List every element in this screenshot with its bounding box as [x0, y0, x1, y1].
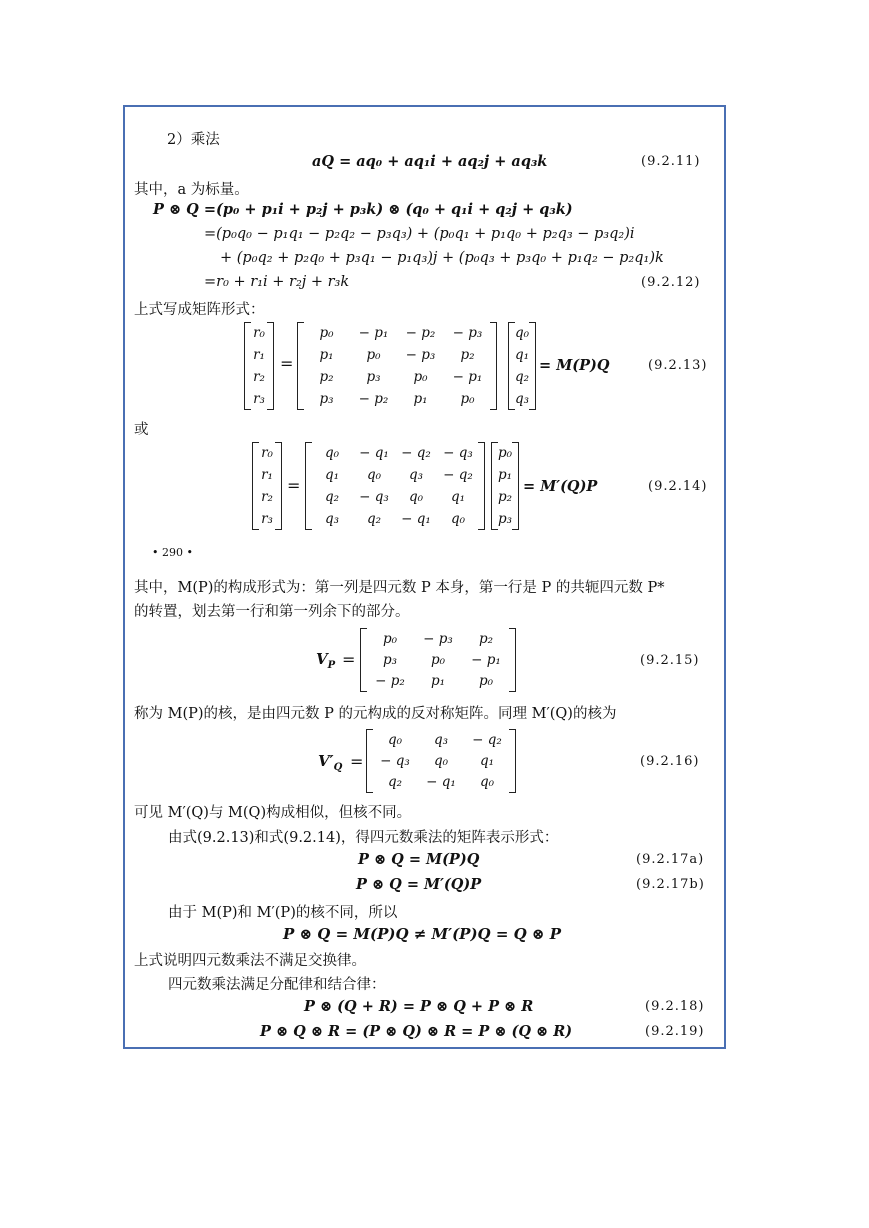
matrix-cell: p₃ — [382, 651, 398, 668]
or-label: 或 — [134, 422, 149, 438]
matrix-cell: p₃ — [366, 369, 381, 385]
matrix-cell: q₃ — [324, 511, 340, 527]
matrix-intro: 上式写成矩阵形式： — [134, 302, 265, 318]
matrix-cell: − q₃ — [359, 489, 389, 505]
matrix-cell: − q₁ — [359, 445, 389, 461]
p-vector-14 — [491, 442, 519, 530]
scalar-note: 其中，a 为标量。 — [134, 182, 249, 198]
matrix-cell: − q₃ — [380, 752, 410, 769]
matrix-cell: − q₁ — [426, 774, 456, 791]
noncommutative-text: 上式说明四元数乘法不满足交换律。 — [134, 953, 366, 969]
eq-9-2-17a: P ⊗ Q = M(P)Q — [358, 851, 480, 868]
matrix-cell: − q₂ — [443, 467, 473, 483]
vector-entry: r₂ — [261, 489, 273, 505]
similar-text: 可见 M′(Q)与 M(Q)构成相似，但核不同。 — [134, 805, 412, 821]
matrix-cell: − q₂ — [401, 445, 431, 461]
r-vector-13 — [244, 322, 274, 410]
matrix-cell: p₁ — [430, 673, 446, 690]
matrix-cell: − p₁ — [452, 369, 483, 385]
kernel-subscript: Q — [333, 762, 343, 773]
eq-9-2-17b: P ⊗ Q = M′(Q)P — [356, 876, 482, 893]
vector-entry: r₁ — [261, 467, 273, 483]
kernel-text: 称为 M(P)的核，是由四元数 P 的元构成的反对称矩阵。同理 M′(Q)的核为 — [134, 706, 617, 722]
eq-9-2-12-line3: + (p₀q₂ + p₂q₀ + p₃q₁ − p₁q₃)j + (p₀q₃ + p₃q₀ + p₁q₂ − p₂q₁)k — [220, 250, 664, 266]
matrix-cell: q₁ — [450, 489, 466, 505]
matrix-cell: q₀ — [450, 511, 466, 527]
matrix-cell: p₂ — [319, 369, 334, 385]
eq-tag-9-2-17a: (9.2.17a) — [636, 852, 705, 867]
matrix-cell: p₀ — [413, 369, 428, 385]
eq-tag-9-2-12: (9.2.12) — [641, 275, 701, 290]
matrix-cell: − p₃ — [452, 325, 483, 341]
eq-tag-9-2-16: (9.2.16) — [640, 754, 700, 769]
q-vector-13 — [508, 322, 536, 410]
matrix-cell: q₃ — [408, 467, 424, 483]
eq-9-2-12-line1: P ⊗ Q =(p₀ + p₁i + p₂j + p₃k) ⊗ (q₀ + q₁i + q₂j + q₃k) — [153, 201, 573, 218]
eq-tag-9-2-19: (9.2.19) — [645, 1024, 705, 1039]
kernel-symbol-vq — [318, 752, 342, 773]
vector-entry: r₁ — [253, 347, 265, 363]
matrix-cell: q₂ — [387, 774, 403, 791]
matrix-cell: q₂ — [324, 489, 340, 505]
vector-entry: r₂ — [253, 369, 265, 385]
kernel-diff-text: 由于 M(P)和 M′(P)的核不同，所以 — [168, 905, 398, 921]
matrix-cell: p₀ — [430, 651, 446, 668]
matrix-cell: q₀ — [324, 445, 340, 461]
vector-entry: q₃ — [514, 391, 530, 407]
vector-entry: p₂ — [497, 489, 513, 505]
kernel-letter: V′ — [318, 752, 334, 770]
matrix-cell: p₂ — [460, 347, 475, 363]
vector-entry: q₂ — [514, 369, 530, 385]
eq-9-2-12-line4: =r₀ + r₁i + r₂j + r₃k — [204, 274, 350, 290]
r-vector-14 — [252, 442, 282, 530]
eq-9-2-13-rhs: = M(P)Q — [539, 357, 610, 374]
noncommutative-equation: P ⊗ Q = M(P)Q ≠ M′(P)Q = Q ⊗ P — [283, 925, 561, 943]
matrix-cell: p₀ — [382, 630, 398, 647]
eq-tag-9-2-13: (9.2.13) — [648, 358, 708, 373]
kernel-letter: V — [316, 650, 328, 668]
matrix-cell: − q₁ — [401, 511, 431, 527]
eq-tag-9-2-15: (9.2.15) — [640, 653, 700, 668]
matrix-cell: p₂ — [478, 630, 494, 647]
matrix-m-prime-q — [305, 442, 485, 530]
matrix-cell: p₀ — [319, 325, 334, 341]
matrix-cell: − p₂ — [405, 325, 436, 341]
laws-text: 四元数乘法满足分配律和结合律： — [168, 977, 386, 993]
vector-entry: p₃ — [497, 511, 513, 527]
matrix-cell: p₃ — [319, 391, 334, 407]
section-title: 2）乘法 — [167, 132, 220, 148]
matrix-cell: q₃ — [433, 731, 449, 748]
vector-entry: r₃ — [253, 391, 265, 407]
kernel-matrix-vp — [360, 628, 516, 692]
page-number: • 290 • — [152, 546, 193, 559]
equals-sign-14: = — [287, 476, 301, 495]
matrix-cell: − p₃ — [405, 347, 436, 363]
vector-entry: q₁ — [514, 347, 530, 363]
derive-text: 由式(9.2.13)和式(9.2.14)，得四元数乘法的矩阵表示形式： — [168, 830, 559, 846]
para-mp-line2: 的转置，划去第一行和第一列余下的部分。 — [134, 604, 410, 620]
vector-entry: r₀ — [261, 445, 273, 461]
matrix-cell: q₀ — [433, 752, 449, 769]
matrix-cell: p₀ — [478, 673, 494, 690]
matrix-cell: − p₁ — [471, 651, 501, 668]
equals-sign-13: = — [280, 354, 294, 373]
matrix-cell: q₁ — [479, 752, 495, 769]
vector-entry: p₀ — [497, 445, 513, 461]
matrix-cell: q₀ — [408, 489, 424, 505]
matrix-cell: p₁ — [319, 347, 334, 363]
equals-sign-15: = — [342, 650, 356, 669]
matrix-cell: − p₃ — [423, 630, 453, 647]
matrix-cell: q₀ — [366, 467, 382, 483]
matrix-m-p — [297, 322, 497, 410]
kernel-subscript: P — [327, 660, 336, 671]
matrix-cell: p₀ — [366, 347, 381, 363]
matrix-cell: − p₂ — [358, 391, 389, 407]
kernel-symbol-vp — [316, 650, 335, 671]
para-mp-line1: 其中，M(P)的构成形式为：第一列是四元数 P 本身，第一行是 P 的共轭四元数 P* — [134, 580, 665, 596]
vector-entry: p₁ — [497, 467, 513, 483]
eq-9-2-19: P ⊗ Q ⊗ R = (P ⊗ Q) ⊗ R = P ⊗ (Q ⊗ R) — [260, 1023, 573, 1040]
eq-9-2-14-rhs: = M′(Q)P — [523, 478, 598, 495]
matrix-cell: q₀ — [387, 731, 403, 748]
eq-9-2-12-line2: =(p₀q₀ − p₁q₁ − p₂q₂ − p₃q₃) + (p₀q₁ + p₁q₀ + p₂q₃ − p₃q₂)i — [204, 226, 635, 242]
eq-tag-9-2-11: (9.2.11) — [641, 154, 701, 169]
matrix-cell: q₀ — [479, 774, 495, 791]
equals-sign-16: = — [350, 752, 364, 771]
matrix-cell: − p₂ — [375, 673, 405, 690]
matrix-cell: − q₂ — [472, 731, 502, 748]
matrix-cell: − p₁ — [358, 325, 389, 341]
vector-entry: r₀ — [253, 325, 265, 341]
eq-9-2-11: aQ = aq₀ + aq₁i + aq₂j + aq₃k — [312, 153, 548, 170]
vector-entry: r₃ — [261, 511, 273, 527]
vector-entry: q₀ — [514, 325, 530, 341]
matrix-cell: q₁ — [324, 467, 340, 483]
eq-9-2-18: P ⊗ (Q + R) = P ⊗ Q + P ⊗ R — [304, 998, 534, 1015]
matrix-cell: − q₃ — [443, 445, 473, 461]
kernel-matrix-vq — [366, 729, 516, 793]
eq-tag-9-2-14: (9.2.14) — [648, 479, 708, 494]
eq-tag-9-2-18: (9.2.18) — [645, 999, 705, 1014]
matrix-cell: q₂ — [366, 511, 382, 527]
eq-tag-9-2-17b: (9.2.17b) — [636, 877, 705, 892]
matrix-cell: p₁ — [413, 391, 428, 407]
matrix-cell: p₀ — [460, 391, 475, 407]
